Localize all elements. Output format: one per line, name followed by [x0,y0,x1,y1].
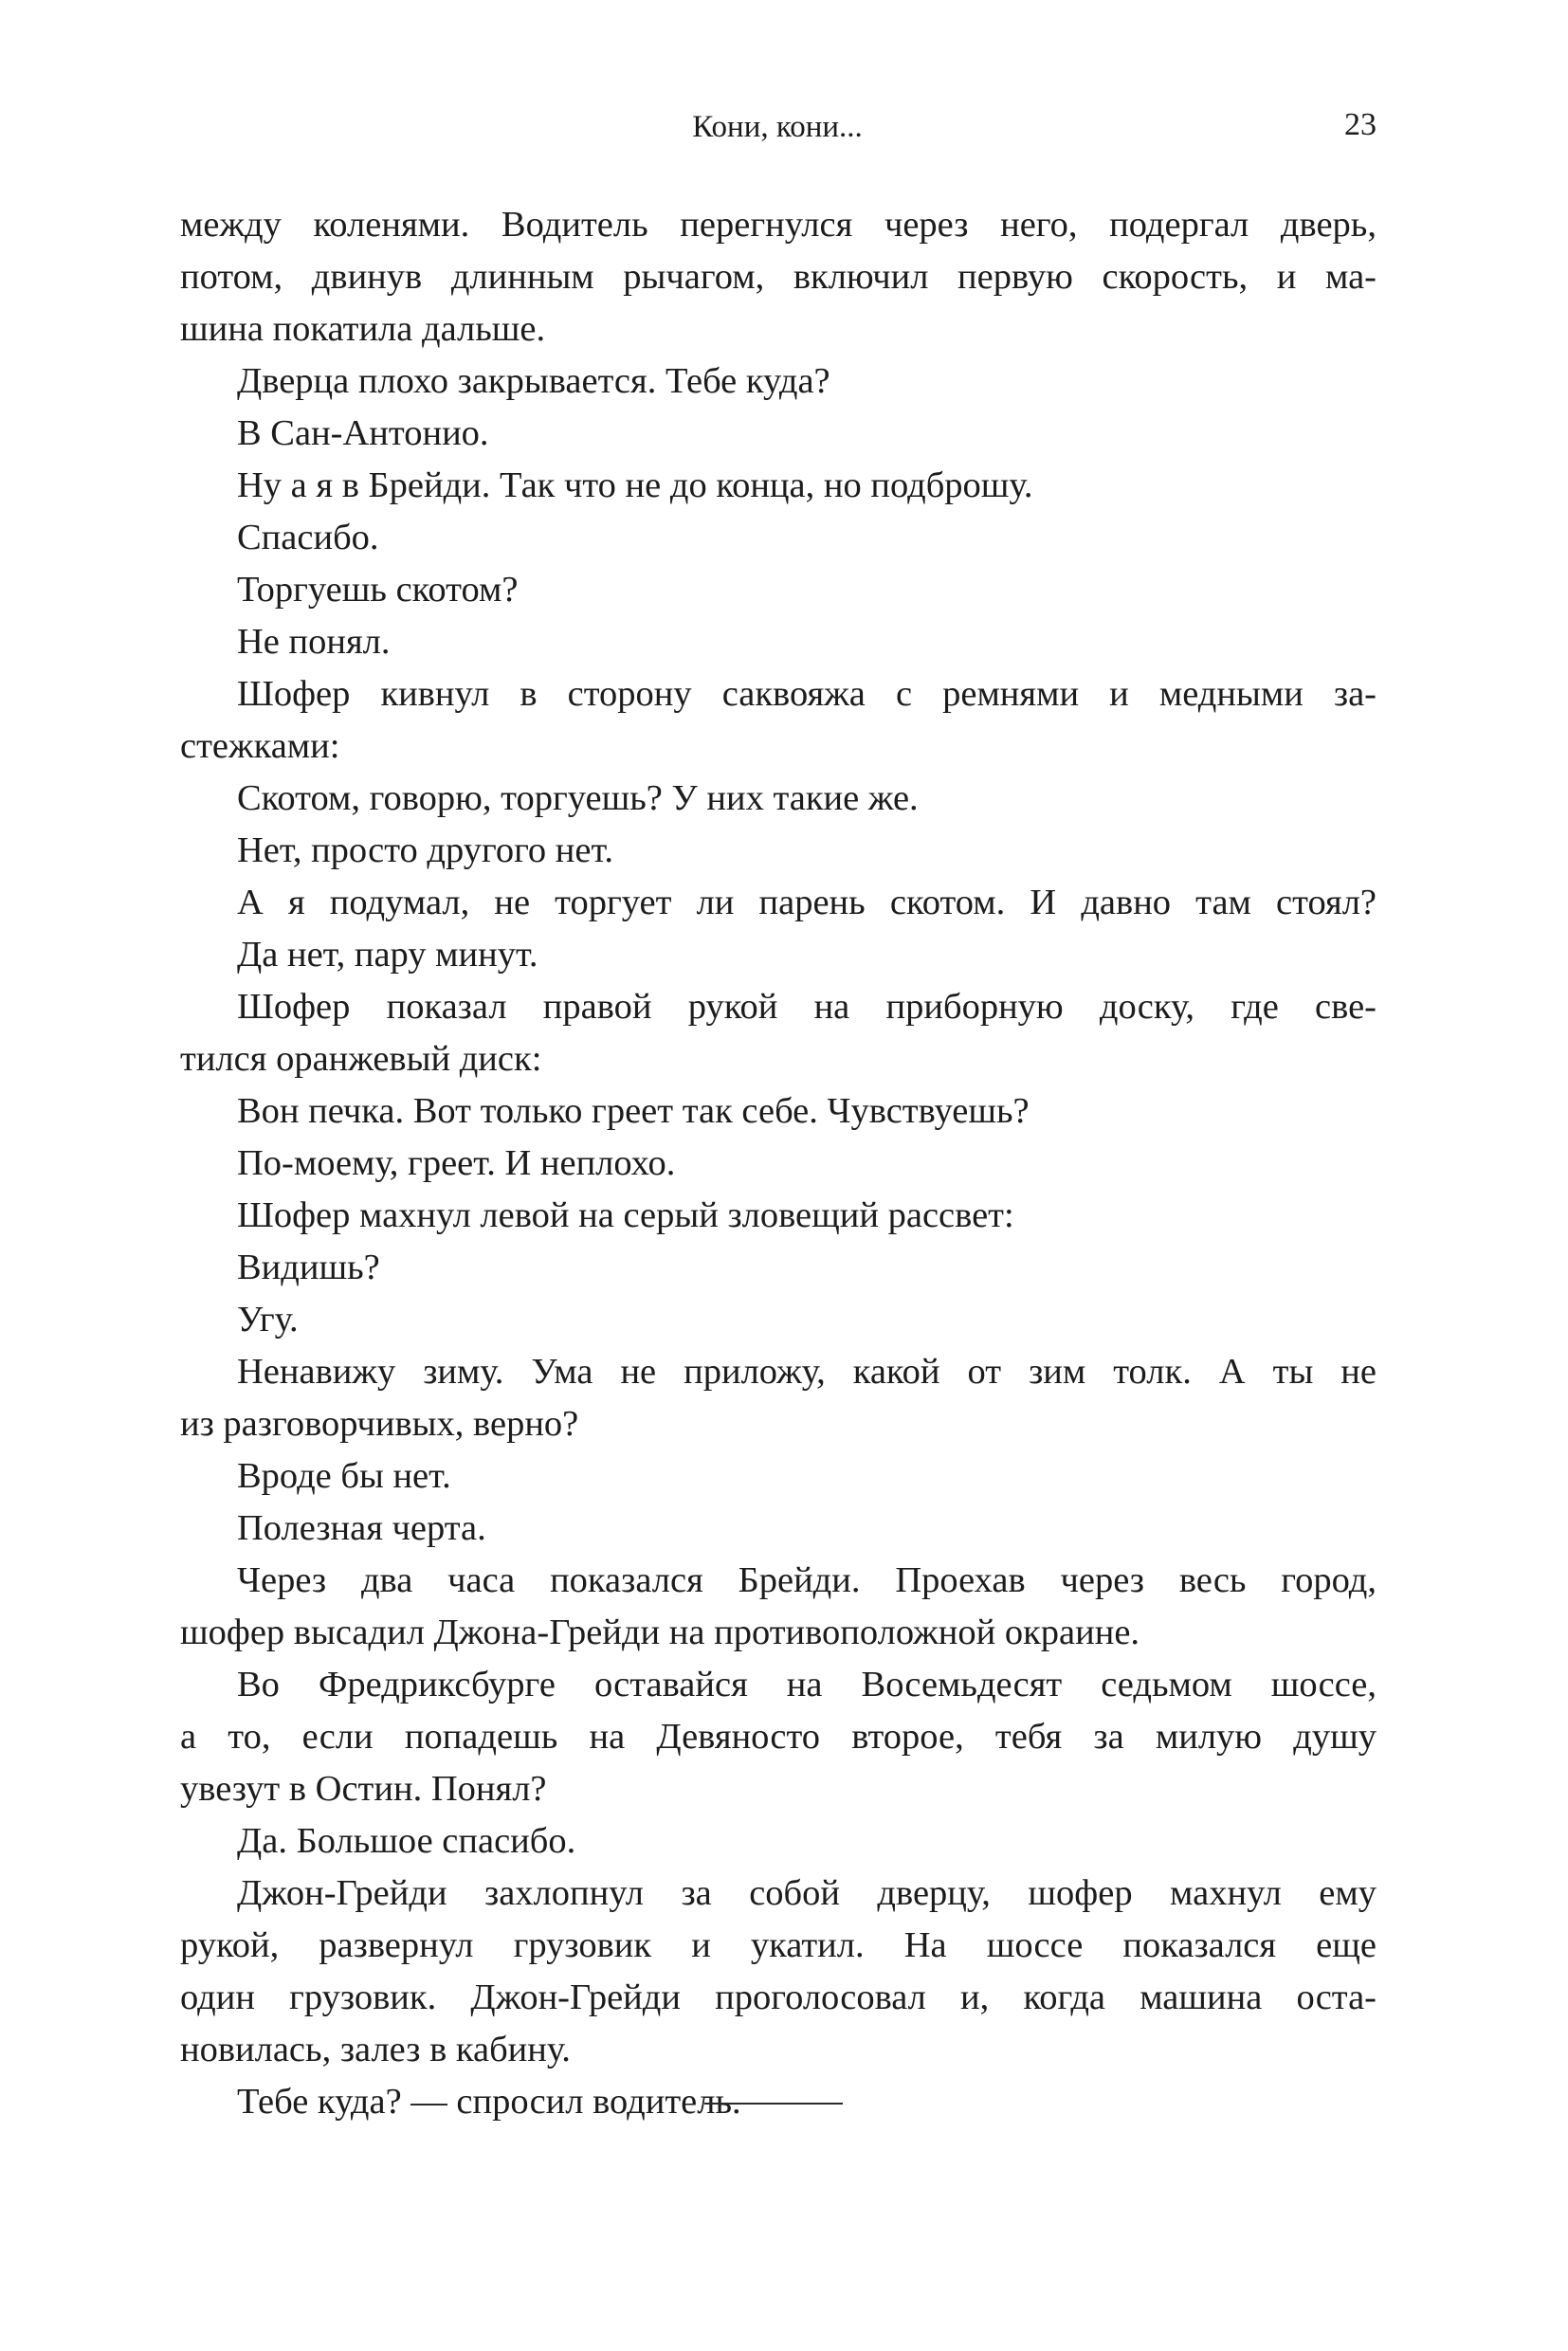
text-line: Ну а я в Брейди. Так что не до конца, но подброшу. [237,465,1033,505]
text-line: В Сан-Антонио. [237,413,489,453]
text-line: Скотом, говорю, торгуешь? У них такие же. [237,778,919,818]
text-line: из разговорчивых, верно? [180,1404,579,1444]
text-line: Через два часа показался Брейди. Проехав через весь город, [237,1560,1377,1600]
text-line: Угу. [237,1300,299,1340]
body-text [180,199,1377,2128]
text-line: Джон-Грейди захлопнул за собой дверцу, шофер махнул ему [237,1873,1377,1913]
text-line: Полезная черта. [237,1508,486,1548]
text-line: Торгуешь скотом? [237,570,519,610]
text-line: между коленями. Водитель перегнулся через него, подергал дверь, [180,205,1377,245]
text-line: увезут в Остин. Понял? [180,1769,547,1809]
text-line: рукой, развернул грузовик и укатил. На шоссе показался еще [180,1925,1377,1965]
text-line: Да нет, пару минут. [237,935,538,975]
text-line: Спасибо. [237,518,379,557]
text-line: Тебе куда? — спросил водитель. [237,2082,741,2122]
text-line: А я подумал, не торгует ли парень скотом. И давно там стоял? [237,883,1377,922]
text-line: Шофер махнул левой на серый зловещий рассвет: [237,1195,1014,1235]
text-line: Вон печка. Вот только греет так себе. Чувствуешь? [237,1091,1030,1131]
text-line: тился оранжевый диск: [180,1039,542,1079]
text-line: Шофер показал правой рукой на приборную доску, где све- [237,987,1377,1027]
text-line: Дверца плохо закрывается. Тебе куда? [237,361,830,401]
text-line: Не понял. [237,622,391,662]
text-line: новилась, залез в кабину. [180,2030,571,2069]
text-line: Нет, просто другого нет. [237,830,614,870]
text-line: шофер высадил Джона-Грейди на противоположной окраине. [180,1613,1140,1652]
text-line: шина покатила дальше. [180,309,546,349]
text-line: потом, двинув длинным рычагом, включил первую скорость, и ма- [180,257,1377,297]
text-line: Ненавижу зиму. Ума не приложу, какой от зим толк. А ты не [237,1352,1377,1392]
text-line: Вроде бы нет. [237,1456,451,1496]
page-number: 23 [1344,107,1377,142]
text-line: Шофер кивнул в сторону саквояжа с ремнями и медными за- [237,674,1377,714]
text-line: По-моему, греет. И неплохо. [237,1143,676,1183]
text-line: Да. Большое спасибо. [237,1821,576,1861]
text-line: Видишь? [237,1248,380,1287]
text-line: а то, если попадешь на Девяносто второе, тебя за милую душу [180,1717,1377,1757]
text-line: один грузовик. Джон-Грейди проголосовал и, когда машина оста- [180,1977,1377,2017]
text-line: Во Фредриксбурге оставайся на Восемьдесят седьмом шоссе, [237,1665,1377,1704]
running-title: Кони, кони... [692,110,863,144]
text-line: стежками: [180,726,340,766]
section-end-rule [704,2103,843,2105]
